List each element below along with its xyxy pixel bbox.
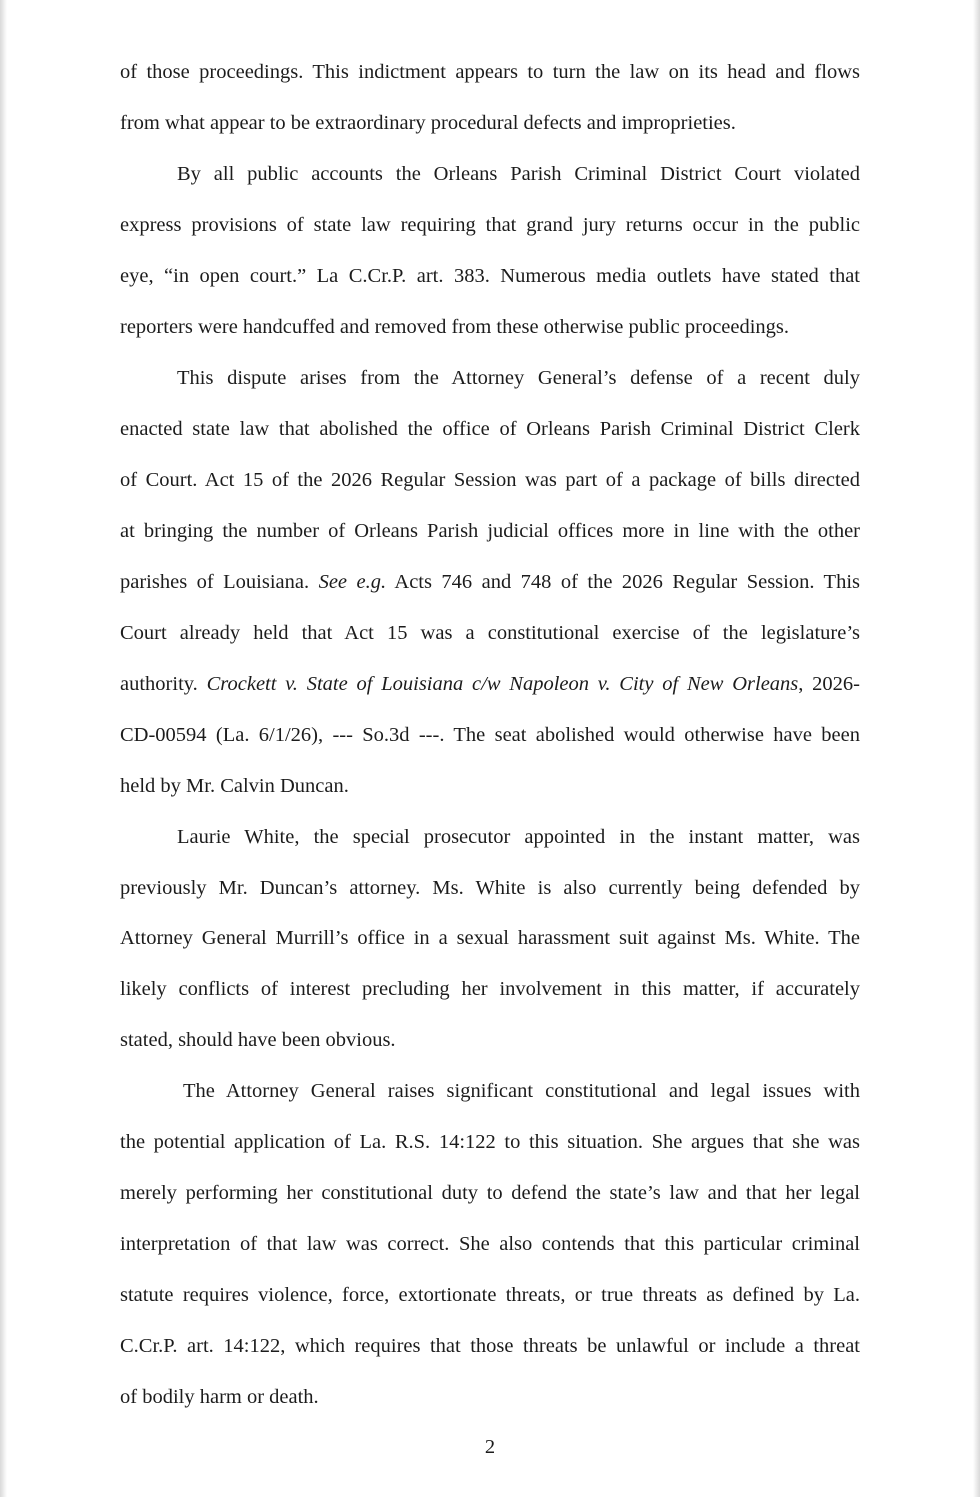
paragraph-4-line-3: Attorney General Murrill’s office in a sexual harassment suit against Ms. White. The (120, 927, 860, 949)
paragraph-3-line-7 (120, 671, 860, 697)
line-text-before-italic: authority. (120, 673, 207, 695)
paragraph-4-line-5: stated, should have been obvious. (120, 1029, 396, 1051)
case-citation-name: Crockett v. State of Louisiana c/w Napoleon v. City of New Orleans (206, 673, 799, 695)
italic-signal-see-eg: See e.g. (318, 571, 387, 593)
paragraph-1-line-1: of those proceedings. This indictment appears to turn the law on its head and flows (120, 61, 860, 83)
paragraph-5-line-7: of bodily harm or death. (120, 1386, 319, 1408)
line-text-after-italic: Acts 746 and 748 of the 2026 Regular Session. This (386, 571, 860, 593)
page-right-shadow (973, 0, 980, 1497)
paragraph-5-line-4: interpretation of that law was correct. She also contends that this particular criminal (120, 1233, 860, 1255)
paragraph-3-line-9: held by Mr. Calvin Duncan. (120, 775, 349, 797)
paragraph-1-line-2: from what appear to be extraordinary procedural defects and improprieties. (120, 112, 736, 134)
paragraph-3-line-6: Court already held that Act 15 was a constitutional exercise of the legislature’s (120, 622, 860, 644)
paragraph-3-line-5 (120, 569, 860, 595)
paragraph-2-line-4: reporters were handcuffed and removed from these otherwise public proceedings. (120, 316, 790, 338)
paragraph-5-line-2: the potential application of La. R.S. 14:122 to this situation. She argues that she was (120, 1131, 860, 1153)
paragraph-3-line-1: This dispute arises from the Attorney General’s defense of a recent duly (177, 367, 860, 389)
paragraph-5-line-6: C.Cr.P. art. 14:122, which requires that those threats be unlawful or include a threat (120, 1335, 860, 1357)
paragraph-3-line-8: CD-00594 (La. 6/1/26), --- So.3d ---. The seat abolished would otherwise have been (120, 724, 860, 746)
paragraph-5-line-3: merely performing her constitutional duty to defend the state’s law and that her legal (120, 1182, 860, 1204)
page-number: 2 (484, 1436, 496, 1458)
paragraph-3-line-2: enacted state law that abolished the office of Orleans Parish Criminal District Clerk (120, 418, 860, 440)
paragraph-5-line-5: statute requires violence, force, extortionate threats, or true threats as defined by La. (120, 1284, 860, 1306)
line-text-after-italic: , 2026- (798, 673, 861, 695)
paragraph-3-line-4: at bringing the number of Orleans Parish judicial offices more in line with the other (120, 520, 860, 542)
paragraph-4-line-2: previously Mr. Duncan’s attorney. Ms. White is also currently being defended by (120, 877, 860, 899)
page-left-shadow (0, 0, 7, 1497)
paragraph-5-line-1: The Attorney General raises significant constitutional and legal issues with (183, 1080, 860, 1102)
paragraph-2-line-3: eye, “in open court.” La C.Cr.P. art. 383. Numerous media outlets have stated that (120, 265, 860, 287)
paragraph-3-line-3: of Court. Act 15 of the 2026 Regular Session was part of a package of bills directed (120, 469, 860, 491)
paragraph-2-line-1: By all public accounts the Orleans Parish Criminal District Court violated (177, 163, 860, 185)
paragraph-4-line-4: likely conflicts of interest precluding her involvement in this matter, if accurately (120, 978, 860, 1000)
paragraph-4-line-1: Laurie White, the special prosecutor appointed in the instant matter, was (177, 826, 860, 848)
paragraph-2-line-2: express provisions of state law requiring that grand jury returns occur in the public (120, 214, 860, 236)
line-text-before-italic: parishes of Louisiana. (120, 571, 319, 593)
